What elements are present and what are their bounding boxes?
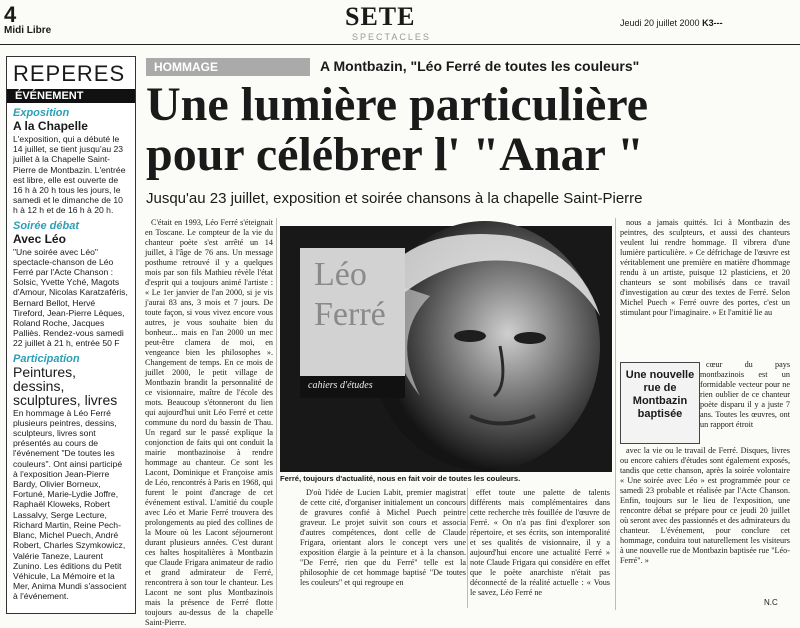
reperes-sidebar (6, 56, 136, 614)
masthead-rule (0, 44, 800, 45)
article-column-4-low (620, 446, 790, 608)
deck: Jusqu'au 23 juillet, exposition et soirée chansons à la chapelle Saint-Pierre (146, 190, 643, 207)
column-rule (467, 488, 468, 608)
exposition-heading: Exposition (13, 107, 70, 119)
column-3-text: effet toute une palette de talents différents mais complémentaires dans cette recherche très fouillée de l'œuvre de Ferré. « On n'a pas fini d'explorer son répertoire, et ses écrits, son intemporalité et ses qualités de visionnaire, il y a aujourd'hui encore une actualité Ferré » note Claude Frigara qui considère en effet que le poète anarchiste n'était pas déconnecté de la réalité actuelle : « Vous le savez, Léo Ferré ne (470, 488, 610, 597)
subsection-title: SPECTACLES (352, 32, 431, 42)
paper-name: Midi Libre (4, 25, 52, 36)
exposition-title: A la Chapelle (13, 119, 88, 133)
soiree-heading: Soirée débat (13, 219, 80, 232)
author-initials: N.C (764, 598, 778, 607)
section-title: SETE (345, 2, 416, 31)
article-column-1 (145, 218, 273, 627)
highlight-box-text: Une nouvelle rue de Montbazin baptisée (625, 369, 695, 420)
participation-heading: Participation (13, 352, 80, 365)
column-4-top-text: nous a jamais quittés. Ici à Montbazin des peintres, des sculpteurs, et aussi des chanteurs veulent lui rendre hommage. Il vibrera d'une lumière particulière. » Ce défrichage de l'œuvre est véritablement une première en matière d'hommage rendu à un artiste, puisque 12 plasticiens, et 20 chanteurs se sont mobilisés dans ce travail d'investigation au cœur des textes de Ferré. Selon Michel Puech « Ferré ouvre des portes, c'est un stimulant pour l'imaginaire. » Et l'amitié lie au (620, 218, 790, 317)
photo-caption: Ferré, toujours d'actualité, nous en fait voir de toutes les couleurs. (280, 474, 521, 483)
hommage-tag: HOMMAGE (146, 58, 310, 76)
column-4-low-text: avec la vie ou le travail de Ferré. Disques, livres ou encore cahiers d'études sont également exposés, tandis que cette chanson, après la soirée volontaire « Une soirée avec Léo » est programmée pour ce samedi 23 probable et réalisée par l'Acte Chanson. Enfin, toujours sur le lieu de l'exposition, une rencontre débat se prépare pour ce jeudi 20 juillet où seront avec des passionnés et des admirateurs du chanteur. L'événement, pour conclure cet hommage, conduira tout naturellement les visiteurs à une nouvelle rue de Montbazin baptisée rue "Léo-Ferré". » (620, 446, 790, 565)
participation-text: En hommage à Léo Ferré plusieurs peintres, dessins, sculpteurs, livres sont présentés au cours de l'événement "De toutes les couleurs". Ont ainsi participé à l'exposition Jean-Pierre Bardy, Olivier Borneux, Fortuné, Marie-Lydie Joffre, Raphaël Kloweks, Robert Lassalvy, Serge Lecture, Richard Martin, Reine Pech-Blanc, Michel Puech, André Robert, Charles Szymkowicz, Valérie Taneze, Laurent Zunino. Les éditions du Petit Véhicule, La Mémoire et la Mer, Anima Mundi s'associent à l'événement. (13, 407, 127, 602)
soiree-title: Avec Léo (13, 231, 66, 246)
photo-title-2: Ferré (314, 296, 386, 333)
headline-line-2: pour célébrer l' "Anar " (146, 128, 644, 181)
headline-line-1: Une lumière particulière (146, 78, 649, 131)
participation-title: Peintures, dessins, sculptures, livres (13, 363, 118, 408)
photo-title-1: Léo (314, 256, 367, 293)
sidebar-title: REPERES (13, 61, 126, 86)
edition-code: K3--- (702, 18, 723, 28)
article-column-2 (300, 488, 466, 608)
exposition-text: L'exposition, qui a débuté le 14 juillet, se tient jusqu'au 23 juillet à la Chapelle Saint-Pierre de Montbazin. L'entrée est libre, elle est ouverte de 16 h à 20 h tous les jours, le samedi et le dimanche de 10 h à 12 h et de 16 h à 20 h. (13, 134, 126, 216)
page-number: 4 (4, 2, 17, 27)
column-rule (615, 218, 616, 610)
leo-ferre-photo (280, 226, 612, 472)
soiree-text: "Une soirée avec Léo" spectacle-chanson de Léo Ferré par l'Acte Chanson : Solsic, Yvette Yché, Magots d'Amour, Nicolas Karatzaféris, Bernard Bellot, Hervé Tireford, Jean-Pierre Lèques, Roland Roche, Jacques Palliès. Rendez-vous samedi 22 juillet à 21 h, entrée 50 F (13, 246, 128, 349)
column-2-text: D'où l'idée de Lucien Labit, premier magistrat de cette cité, d'organiser initialement un concours de gravures confié à Michel Puech peintre graveur. Le projet suivit son cours et associa d'autres compétences, dont celle de Claude Frigara, orientant alors le concept vers une exposition élargie à la peinture et à la chanson. "De Ferré, rien que du Ferré" telle est la philosophie de cet hommage baptisé "De toutes les couleurs" et qui regroupe en (300, 488, 466, 587)
article-column-3 (470, 488, 610, 608)
column-4-mid-text: cœur du pays montbazinois est un formidable vecteur pour ne rien oublier de ce chanteur poète disparu il y a juste 7 ans. Toutes les œuvres, ont un rapport étroit (700, 360, 790, 429)
column-1-text: C'était en 1993, Léo Ferré s'éteignait en Toscane. Le compteur de la vie du chanteur poète s'est arrêté un 14 juillet, à l'âge de 76 ans. Un message posthume retrouvé il y a quelques mois par son fils Mathieu révèle l'état d'esprit qui a toujours animé l'artiste : « Le 1er janvier de l'an 2000, si je vis j'aurai 83 ans, 3 mois et 7 jours. De toute façon, si vous vivez encore vous autres, je vous souhaite bien du bonheur... mais en l'an 2000 un mec peut-être clamera de moi, en vengeance bien les philosophes ». Changement de temps. En ce mois de juillet 2000, le petit village de Montbazin brandit la personnalité de ce visionnaire, maître de l'école des mots. Beaucoup s'étonneront du lien qui aujourd'hui unit Léo Ferré et cette commune du nord du bassin de Thau. Un regard sur le passé explique la conjonction de faits qui ont conduit la mairie montbazinoise à rendre hommage au chanteur. Ce sont les Lacont, Dominique et Françoise amis de Léo, rencontrés à Paris en 1968, qui furent le point d'ancrage de cet événement estival. L'amitié du couple avec Léo et Marie Ferré trouvera des prolongements au pied des collines de la Moure où les Lacont séjourneront durant plusieurs années. C'est durant ces haltes hospitalières à Montbazin que Claude Frigara animateur de radio et grand admirateur de Ferré, rencontrera à son tour le chanteur. Les Lacont ne sont plus Montbazinois mais la présence de Ferré flotte toujours au-dessus de la chapelle Saint-Pierre. (145, 218, 273, 627)
photo-subtitle: cahiers d'études (308, 380, 373, 391)
date-text: Jeudi 20 juillet 2000 (620, 18, 700, 28)
kicker: A Montbazin, "Léo Ferré de toutes les couleurs" (320, 58, 640, 74)
sidebar-banner: ÉVÉNEMENT (7, 89, 135, 103)
highlight-box (620, 362, 700, 444)
column-rule (276, 218, 277, 610)
article-column-4-mid (700, 360, 790, 445)
dateline (620, 18, 723, 28)
article-column-4-top (620, 218, 790, 363)
